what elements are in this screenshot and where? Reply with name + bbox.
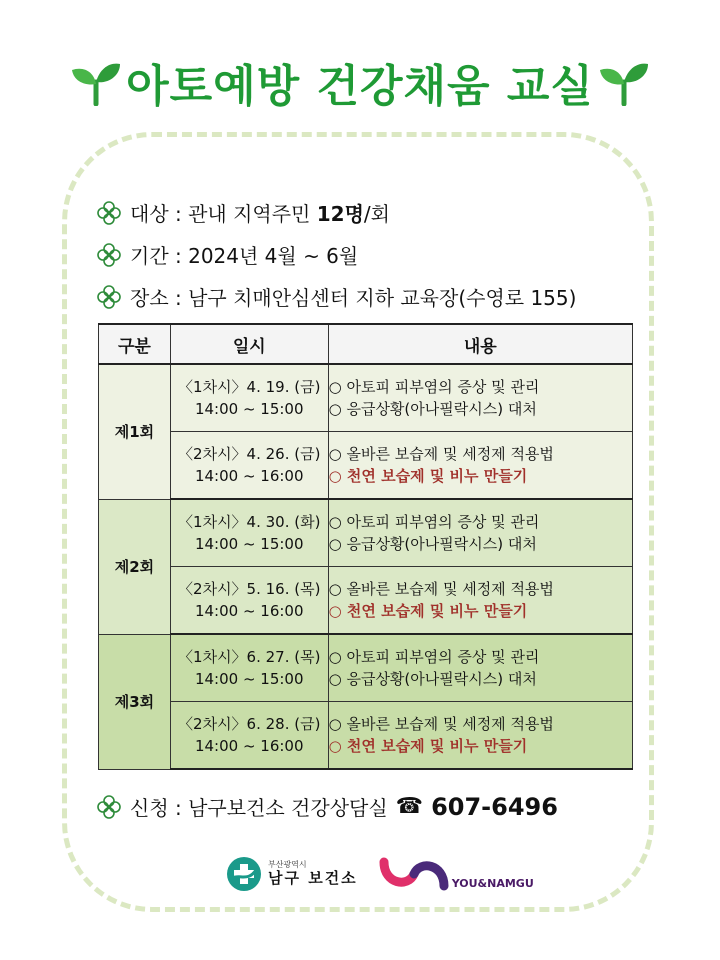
info-period — [96, 240, 358, 269]
session-content — [328, 499, 632, 567]
session-time: 14:00 ~ 15:00 — [194, 535, 304, 553]
content-item: ○ 올바른 보습제 및 세정제 적용법 — [328, 580, 554, 598]
header-datetime: 일시 — [170, 324, 328, 364]
table-header-row — [99, 324, 633, 364]
content-item: ○ 아토피 피부염의 증상 및 관리 — [328, 648, 540, 666]
clover-icon — [96, 200, 122, 226]
apply-label: 신청 : 남구보건소 건강상담실 — [130, 796, 388, 820]
content-item: ○ 천연 보습제 및 비누 만들기 — [328, 467, 528, 485]
session-datetime — [170, 432, 328, 500]
session-date: 〈1차시〉6. 27. (목) — [178, 648, 321, 666]
table-row — [99, 364, 633, 432]
session-date: 〈1차시〉4. 19. (금) — [178, 378, 321, 396]
health-center-logo — [226, 856, 358, 892]
session-content — [328, 634, 632, 702]
table-row — [99, 634, 633, 702]
session-time: 14:00 ~ 16:00 — [194, 602, 304, 620]
you-namgu-text: YOU&NAMGU — [451, 877, 534, 890]
session-time: 14:00 ~ 15:00 — [194, 400, 304, 418]
table-row — [99, 567, 633, 635]
session-date: 〈2차시〉4. 26. (금) — [178, 445, 321, 463]
info-place-text: 장소 : 남구 치매안심센터 지하 교육장(수영로 155) — [130, 286, 577, 310]
info-place — [96, 282, 576, 311]
title-bar — [0, 50, 720, 114]
content-item: ○ 응급상황(아나필락시스) 대처 — [328, 670, 537, 688]
header-category: 구분 — [99, 324, 171, 364]
session-time: 14:00 ~ 16:00 — [194, 467, 304, 485]
session-time: 14:00 ~ 16:00 — [194, 737, 304, 755]
info-target-suffix: /회 — [363, 202, 390, 226]
session-date: 〈1차시〉4. 30. (화) — [178, 513, 321, 531]
info-apply — [96, 792, 558, 821]
info-target-label: 대상 : 관내 지역주민 — [130, 202, 317, 226]
session-content — [328, 567, 632, 635]
phone-icon: ☎ — [395, 794, 424, 819]
session-datetime — [170, 702, 328, 770]
clover-icon — [96, 284, 122, 310]
content-item: ○ 응급상황(아나필락시스) 대처 — [328, 535, 537, 553]
session-label: 제3회 — [99, 634, 171, 769]
sprout-icon — [70, 58, 122, 106]
health-center-city: 부산광역시 — [268, 860, 307, 870]
info-period-text: 기간 : 2024년 4월 ~ 6월 — [130, 244, 359, 268]
table-row — [99, 499, 633, 567]
clover-icon — [96, 242, 122, 268]
session-date: 〈2차시〉6. 28. (금) — [178, 715, 321, 733]
content-item: ○ 천연 보습제 및 비누 만들기 — [328, 602, 528, 620]
session-time: 14:00 ~ 15:00 — [194, 670, 304, 688]
session-datetime — [170, 499, 328, 567]
sprout-icon — [598, 58, 650, 106]
page-title: 아토예방 건강채움 교실 — [126, 61, 594, 112]
content-item: ○ 응급상황(아나필락시스) 대처 — [328, 400, 537, 418]
you-namgu-logo — [378, 854, 534, 894]
content-item: ○ 아토피 피부염의 증상 및 관리 — [328, 513, 540, 531]
content-item: ○ 올바른 보습제 및 세정제 적용법 — [328, 445, 554, 463]
session-datetime — [170, 364, 328, 432]
content-item: ○ 올바른 보습제 및 세정제 적용법 — [328, 715, 554, 733]
session-datetime — [170, 567, 328, 635]
session-label: 제1회 — [99, 364, 171, 499]
session-label: 제2회 — [99, 499, 171, 634]
header-content: 내용 — [328, 324, 632, 364]
session-content — [328, 364, 632, 432]
you-namgu-emblem-icon — [378, 854, 450, 894]
content-item: ○ 아토피 피부염의 증상 및 관리 — [328, 378, 540, 396]
apply-phone: 607-6496 — [431, 792, 558, 821]
schedule-table — [98, 323, 633, 770]
health-center-emblem-icon — [226, 856, 262, 892]
table-row — [99, 432, 633, 500]
table-row — [99, 702, 633, 770]
footer-logos — [226, 852, 534, 896]
info-target-count: 12명 — [316, 202, 364, 226]
clover-icon — [96, 794, 122, 820]
session-date: 〈2차시〉5. 16. (목) — [178, 580, 321, 598]
session-content — [328, 432, 632, 500]
info-target — [96, 198, 390, 227]
session-content — [328, 702, 632, 770]
health-center-name: 남구 보건소 — [268, 869, 358, 888]
session-datetime — [170, 634, 328, 702]
content-item: ○ 천연 보습제 및 비누 만들기 — [328, 737, 528, 755]
